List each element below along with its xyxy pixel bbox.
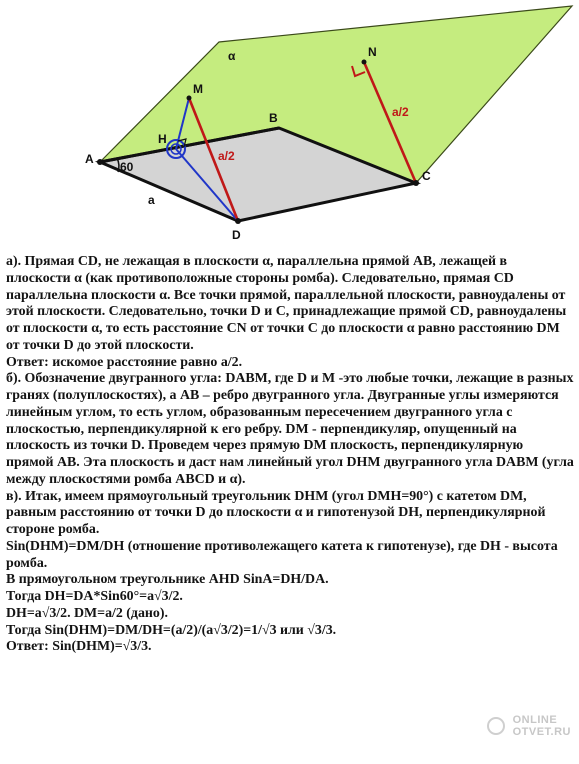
solution-line: Sin(DHM)=DM/DH (отношение противолежащего катета к гипотенузе), где DH - высота ромба. [6,538,558,571]
watermark [487,714,571,738]
geometry-figure [0,0,579,252]
point-d [235,218,241,224]
point-n [362,60,367,65]
solution-answer-c: Ответ: Sin(DHM)=√3/3. [6,639,152,655]
solution-line: Тогда Sin(DHM)=DM/DH=(a/2)/(a√3/2)=1/√3 или √3/3. [6,622,337,638]
point-a [97,159,103,165]
label-angle-60: 60 [120,160,134,174]
watermark-line2: OTVET.RU [512,726,571,738]
watermark-logo-icon [487,717,505,735]
solution-line: В прямоугольном треугольнике AHD SinA=DH/DA. [6,572,329,588]
label-alpha: α [228,49,236,63]
watermark-line1: ONLINE [512,714,558,726]
solution-line: DH=a√3/2. DM=a/2 (дано). [6,605,168,621]
label-h: H [158,132,167,146]
label-dm-length: a/2 [218,149,235,163]
label-cn-length: a/2 [392,105,409,119]
point-m [187,96,192,101]
point-c [413,180,419,186]
label-d: D [232,228,241,242]
label-c: C [422,169,431,183]
solution-text [6,254,574,656]
label-n: N [368,45,377,59]
solution-paragraph: в). Итак, имеем прямоугольный треугольник DHM (угол DMH=90°) с катетом DM, равным расстоянию от точки D до плоскости α и гипотенузой DH, перпендикулярной стороне ромба. [6,488,546,537]
label-side-a: a [148,193,155,207]
solution-answer-a: Ответ: искомое расстояние равно а/2. [6,354,243,370]
label-b: B [269,111,278,125]
solution-line: Тогда DH=DA*Sin60°=a√3/2. [6,589,183,604]
solution-paragraph: а). Прямая CD, не лежащая в плоскости α, параллельна прямой AB, лежащей в плоскости α (как противоположные стороны ромба). Следовательно, прямая CD параллельна плоскости α. Все точки прямой, параллельной плоскости, равноудалены от этой плоскости. Следовательно, точки D и C, принадлежащие прямой CD, равноудалены от плоскости α, то есть расстояние CN от точки C до плоскости α равно расстоянию DM от точки D до этой плоскости. [6,254,567,353]
label-a: A [85,152,94,166]
solution-paragraph: б). Обозначение двугранного угла: DABM, где D и M -это любые точки, лежащие в разных гранях (полуплоскостях), а AB – ребро двугранного угла. Двугранные углы измеряются линейным углом, то есть углом, образованным пересечением двугранного угла с плоскостью, перпендикулярной к его ребру. DM - перпендикуляр, опущенный на плоскость из точки D. Проведем через прямую DM плоскость, перпендикулярную прямой AB. Эта плоскость и даст нам линейный угол DHM двугранного угла DABM (угла между плоскостями ромба ABCD и α). [6,371,574,487]
label-m: M [193,82,203,96]
